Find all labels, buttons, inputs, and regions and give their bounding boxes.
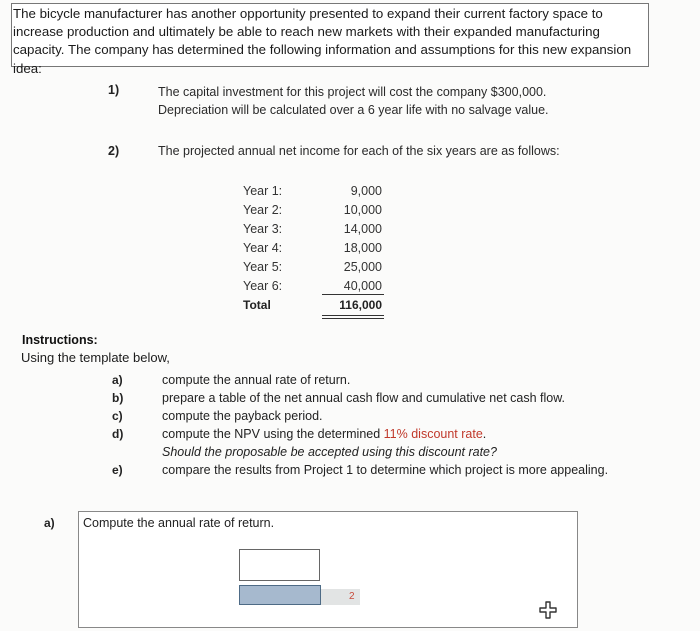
instruction-text-npv: [162, 427, 486, 441]
discount-rate-highlight: 11% discount rate: [383, 427, 483, 441]
year-value: 9,000: [350, 184, 382, 198]
year-value: 10,000: [343, 203, 382, 217]
strip-number: 2: [349, 591, 355, 602]
item-line: Depreciation will be calculated over a 6 year life with no salvage value.: [158, 103, 549, 117]
instruction-letter: b): [112, 391, 124, 405]
instruction-text: compare the results from Project 1 to determine which project is more appealing.: [162, 463, 609, 477]
total-value: 116,000: [339, 298, 382, 312]
instructions-heading: Instructions:: [22, 333, 98, 347]
rate-numerator-input[interactable]: [239, 549, 320, 581]
rate-denominator-input[interactable]: [239, 585, 321, 605]
instruction-text-part: compute the NPV using the determined: [162, 427, 384, 441]
instruction-letter: d): [112, 427, 124, 441]
item-1-text: [158, 83, 549, 119]
year-value: 14,000: [343, 222, 382, 236]
total-label: Total: [243, 298, 271, 312]
instruction-letter: a): [112, 373, 123, 387]
item-line: The capital investment for this project will cost the company $300,000.: [158, 85, 547, 99]
instruction-text-question: Should the proposable be accepted using this discount rate?: [162, 445, 497, 459]
instruction-letter: e): [112, 463, 123, 477]
item-2-text: [158, 142, 560, 160]
instruction-text: compute the annual rate of return.: [162, 373, 351, 387]
item-number: 2): [108, 144, 120, 158]
instruction-text: prepare a table of the net annual cash flow and cumulative net cash flow.: [162, 391, 566, 405]
sum-rule: [322, 294, 384, 295]
add-row-icon[interactable]: [538, 600, 558, 620]
total-double-underline: [322, 318, 384, 319]
instruction-letter: c): [112, 409, 123, 423]
item-number: 1): [108, 83, 120, 97]
year-label: Year 4:: [243, 241, 283, 255]
intro-line: The bicycle manufacturer has another opportunity presented to expand their current factory space to: [13, 6, 603, 21]
intro-paragraph: [13, 5, 653, 78]
year-label: Year 6:: [243, 279, 283, 293]
total-underline: [322, 315, 384, 316]
instructions-subheading: Using the template below,: [21, 350, 170, 365]
intro-line: increase production and ultimately be able to reach new markets with their expanded manufacturing: [13, 24, 600, 40]
instruction-text-part: .: [482, 427, 487, 441]
year-value: 40,000: [343, 279, 382, 293]
answer-title: Compute the annual rate of return.: [83, 516, 275, 530]
intro-line: idea:: [13, 60, 42, 76]
year-label: Year 3:: [243, 222, 283, 236]
instruction-text: compute the payback period.: [162, 409, 323, 423]
year-label: Year 1:: [243, 184, 283, 198]
intro-line: capacity. The company has determined the following information and assumptions for this new expansion: [13, 42, 632, 58]
year-label: Year 5:: [243, 260, 283, 274]
item-line: The projected annual net income for each of the six years are as follows:: [158, 144, 560, 158]
answer-part-label: a): [44, 516, 55, 530]
year-value: 18,000: [343, 241, 382, 255]
year-value: 25,000: [343, 260, 382, 274]
year-label: Year 2:: [243, 203, 283, 217]
